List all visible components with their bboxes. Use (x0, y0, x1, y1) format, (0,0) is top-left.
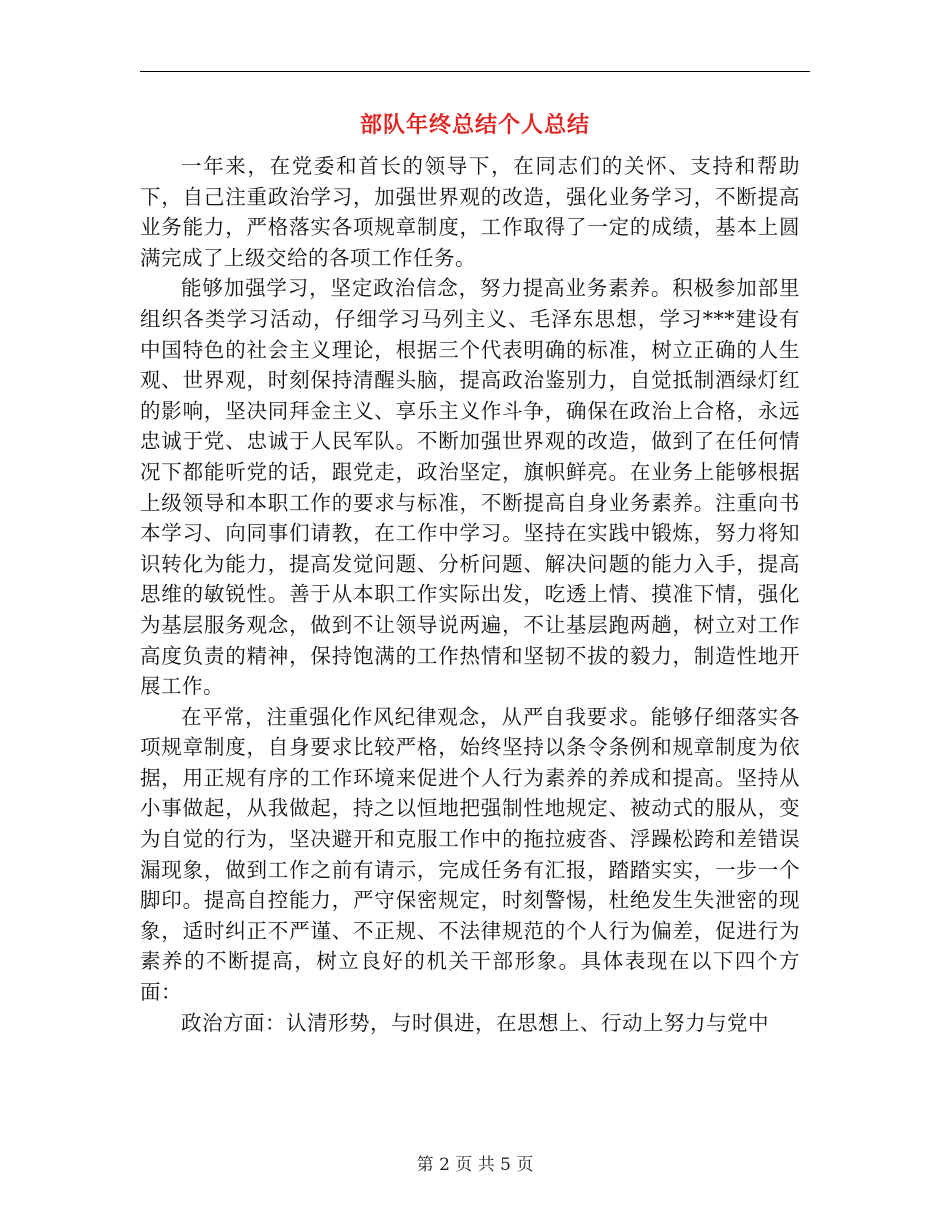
paragraph-intro: 一年来，在党委和首长的领导下，在同志们的关怀、支持和帮助下，自己注重政治学习，加强世界观的改造，强化业务学习，不断提高业务能力，严格落实各项规章制度，工作取得了一定的成绩，基本上圆满完成了上级交给的各项工作任务。 (140, 154, 800, 270)
document-body (140, 151, 800, 1038)
paragraph-study: 能够加强学习，坚定政治信念，努力提高业务素养。积极参加部里组织各类学习活动，仔细学习马列主义、毛泽东思想，学习***建设有中国特色的社会主义理论，根据三个代表明确的标准，树立正确的人生观、世界观，时刻保持清醒头脑，提高政治鉴别力，自觉抵制酒绿灯红的影响，坚决同拜金主义、享乐主义作斗争，确保在政治上合格，永远忠诚于党、忠诚于人民军队。不断加强世界观的改造，做到了在任何情况下都能听党的话，跟党走，政治坚定，旗帜鲜亮。在业务上能够根据上级领导和本职工作的要求与标准，不断提高自身业务素养。注重向书本学习、向同事们请教，在工作中学习。坚持在实践中锻炼，努力将知识转化为能力，提高发觉问题、分析问题、解决问题的能力入手，提高思维的敏锐性。善于从本职工作实际出发，吃透上情、摸准下情，强化为基层服务观念，做到不让领导说两遍，不让基层跑两趟，树立对工作高度负责的精神，保持饱满的工作热情和坚韧不拔的毅力，制造性地开展工作。 (140, 276, 800, 699)
page-number-footer: 第 2 页 共 5 页 (416, 1155, 534, 1175)
header-rule (140, 71, 810, 72)
paragraph-discipline: 在平常，注重强化作风纪律观念，从严自我要求。能够仔细落实各项规章制度，自身要求比较严格，始终坚持以条令条例和规章制度为依据，用正规有序的工作环境来促进个人行为素养的养成和提高。坚持从小事做起，从我做起，持之以恒地把强制性地规定、被动式的服从，变为自觉的行为，坚决避开和克服工作中的拖拉疲沓、浮躁松跨和差错误漏现象，做到工作之前有请示，完成任务有汇报，踏踏实实，一步一个脚印。提高自控能力，严守保密规定，时刻警惕，杜绝发生失泄密的现象，适时纠正不严谨、不正规、不法律规范的个人行为偏差，促进行为素养的不断提高，树立良好的机关干部形象。具体表现在以下四个方面： (140, 704, 800, 1005)
paragraph-politics: 政治方面：认清形势，与时俱进，在思想上、行动上努力与党中 (181, 1010, 769, 1035)
document-title: 部队年终总结个人总结 (359, 113, 590, 138)
